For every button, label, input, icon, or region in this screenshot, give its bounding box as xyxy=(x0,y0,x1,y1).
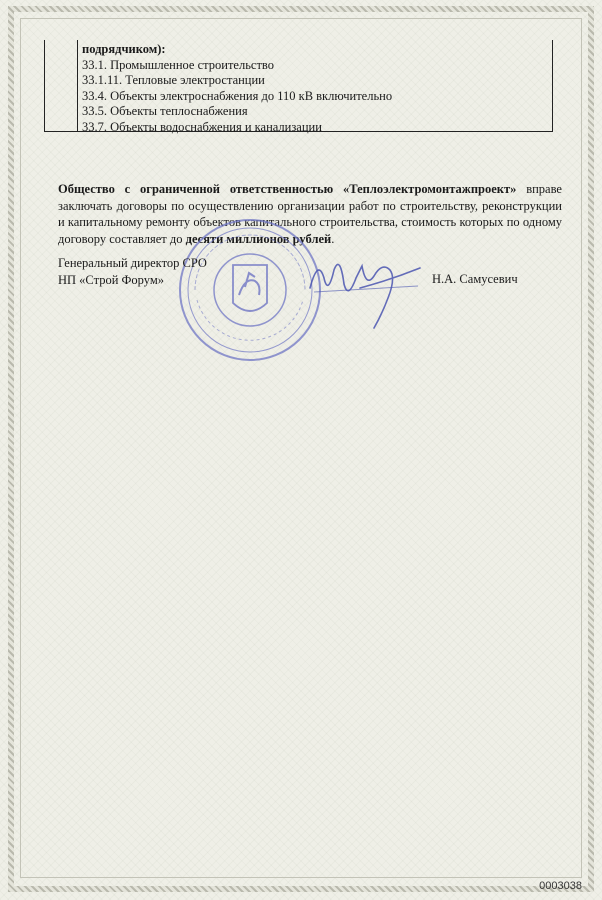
inner-border xyxy=(20,18,582,878)
list-item: 33.1.11. Тепловые электростанции xyxy=(82,73,265,88)
table-content-column xyxy=(78,40,552,134)
list-item: 33.7. Объекты водоснабжения и канализации xyxy=(82,119,322,134)
organization-name: Общество с ограниченной ответственностью «Теплоэлектромонтажпроект» xyxy=(58,182,517,196)
works-table xyxy=(44,40,553,132)
handwritten-signature-icon xyxy=(300,248,425,333)
list-item: 33.1. Промышленное строительство xyxy=(82,57,274,72)
table-heading: подрядчиком): xyxy=(82,42,166,56)
statement-text: вправе заключать договоры по осуществлению организации работ по строительству, реконструкции и капитальному ремонту объектов капитального строительства, стоимость которых по одному договору составляет до xyxy=(58,182,562,246)
decorative-border xyxy=(8,6,594,892)
signatory-organization: НП «Строй Форум» xyxy=(58,272,164,287)
list-item: 33.5. Объекты теплоснабжения xyxy=(82,104,248,119)
serial-number: 0003038 xyxy=(539,880,582,892)
contract-amount: десяти миллионов рублей xyxy=(185,231,332,246)
list-item: 33.4. Объекты электроснабжения до 110 кВ включительно xyxy=(82,88,393,103)
signatory-title xyxy=(58,255,207,288)
signatory-position: Генеральный директор СРО xyxy=(58,256,207,270)
statement-end: . xyxy=(331,231,335,246)
table-number-column xyxy=(45,40,78,131)
signatory-name: Н.А. Самусевич xyxy=(432,272,518,286)
